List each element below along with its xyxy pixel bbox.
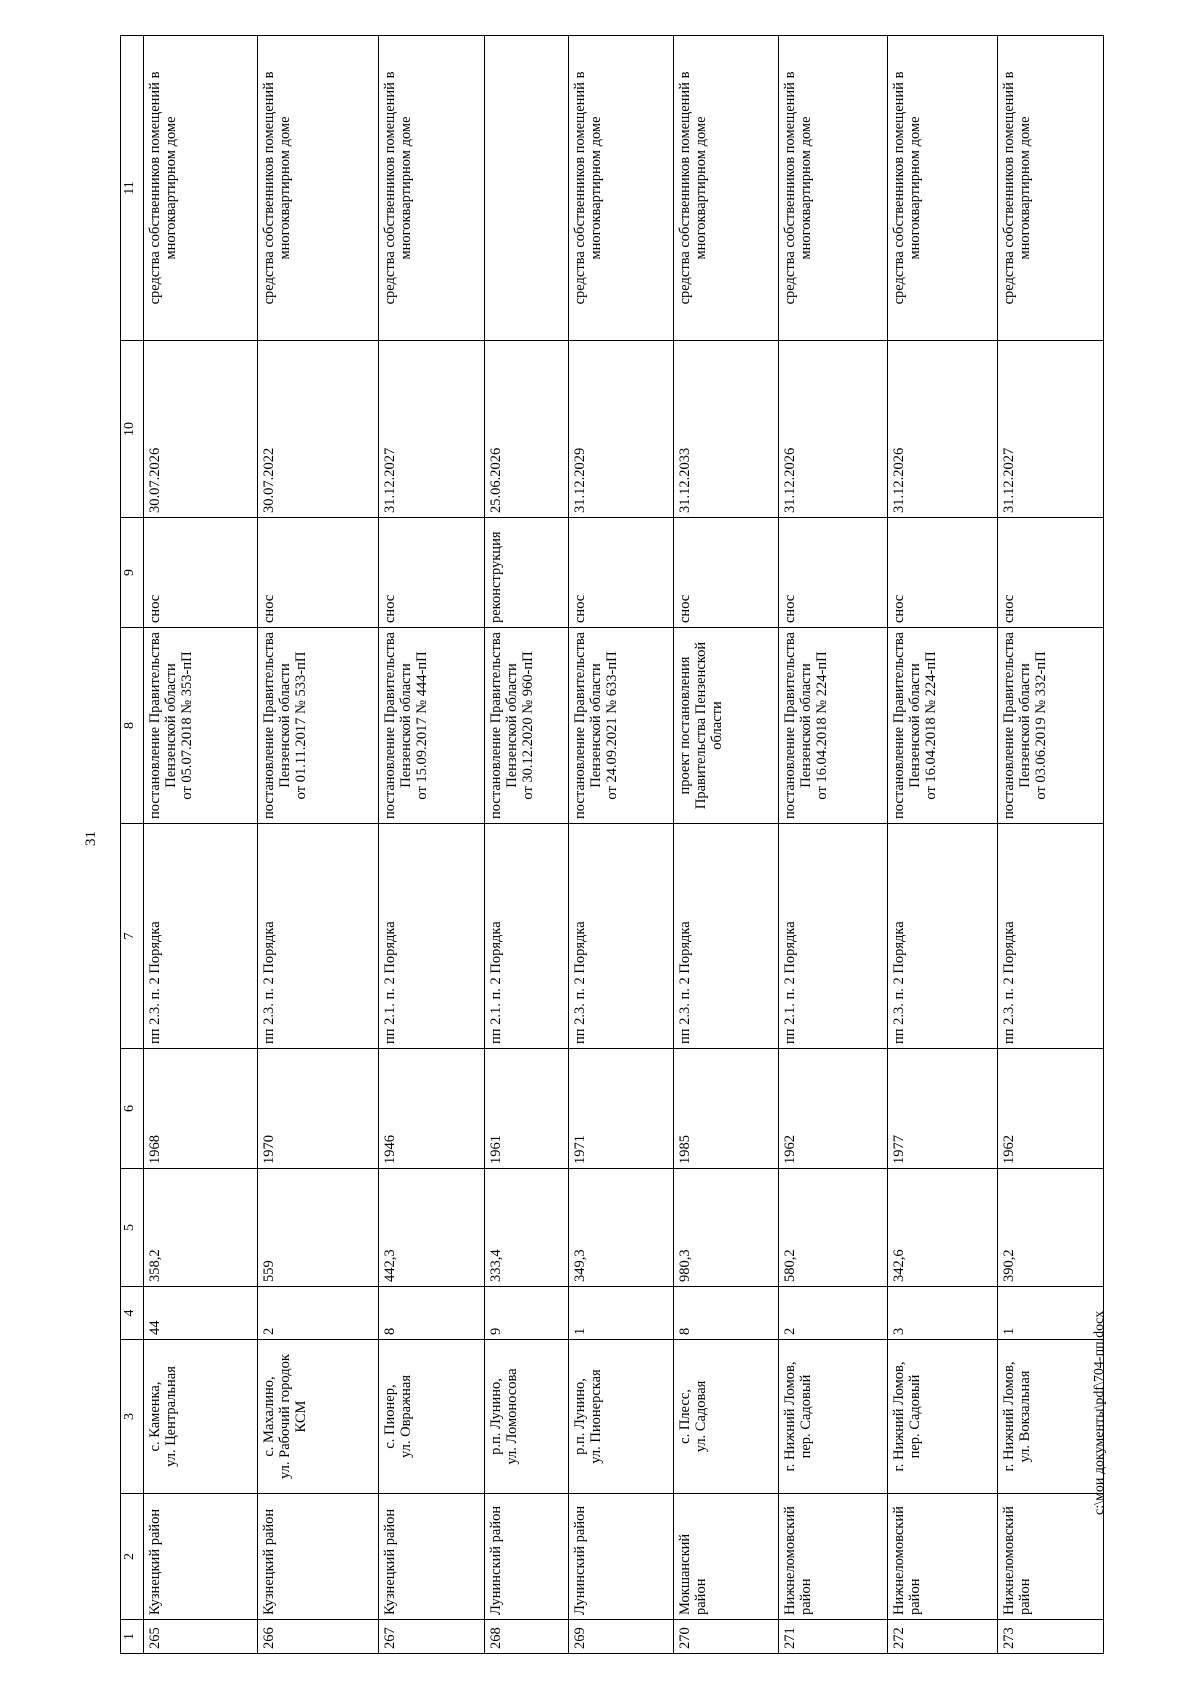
deadline-cell bbox=[257, 341, 378, 518]
address-cell-line: ул. Овражная bbox=[397, 1375, 414, 1458]
action-cell bbox=[997, 518, 1103, 628]
row-number bbox=[569, 1620, 674, 1654]
row-number-line: 265 bbox=[147, 1627, 164, 1649]
document-cell bbox=[484, 628, 568, 824]
row-number-line: 273 bbox=[1000, 1627, 1017, 1649]
action-cell-line: снос bbox=[1000, 594, 1017, 623]
row-number-line: 272 bbox=[890, 1627, 907, 1649]
row-number-line: 271 bbox=[782, 1627, 799, 1649]
basis-cell-line: пп 2.3. п. 2 Порядка bbox=[572, 921, 589, 1044]
district-cell-line: Нижнеломовский район bbox=[1000, 1506, 1033, 1615]
deadline-cell-line: 30.07.2026 bbox=[147, 447, 164, 513]
house-number-cell-line: 44 bbox=[147, 1320, 164, 1335]
action-cell bbox=[779, 518, 888, 628]
document-cell-line: постановление Правительства Пензенской области bbox=[487, 632, 520, 819]
funding-source-cell bbox=[779, 36, 888, 341]
basis-cell-line: пп 2.3. п. 2 Порядка bbox=[1000, 921, 1017, 1044]
funding-source-cell bbox=[674, 36, 779, 341]
row-number-line: 267 bbox=[381, 1627, 398, 1649]
basis-cell bbox=[484, 824, 568, 1049]
year-cell-line: 1985 bbox=[677, 1135, 694, 1164]
address-cell-line: ул. Пионерская bbox=[588, 1369, 605, 1464]
district-cell-line: Лунинский район bbox=[572, 1505, 589, 1615]
house-number-cell-line: 8 bbox=[381, 1327, 398, 1335]
action-cell-line: снос bbox=[381, 594, 398, 623]
action-cell bbox=[484, 518, 568, 628]
row-number-line: 266 bbox=[260, 1627, 277, 1649]
address-cell-line: ул. Рабочий городок КСМ bbox=[276, 1354, 309, 1479]
column-header-3: 3 bbox=[121, 1340, 144, 1494]
address-cell bbox=[484, 1340, 568, 1494]
basis-cell bbox=[378, 824, 484, 1049]
basis-cell bbox=[144, 824, 258, 1049]
district-cell bbox=[997, 1494, 1103, 1620]
document-cell-line: от 24.09.2021 № 633-пП bbox=[604, 651, 621, 800]
document-cell-line: проект постановления Правительства Пензенской области bbox=[677, 641, 726, 810]
house-number-cell-line: 3 bbox=[890, 1327, 907, 1335]
deadline-cell bbox=[674, 341, 779, 518]
funding-source-cell-line: средства собственников помещений в многоквартирном доме bbox=[147, 71, 180, 305]
basis-cell-line: пп 2.3. п. 2 Порядка bbox=[890, 921, 907, 1044]
district-cell bbox=[569, 1494, 674, 1620]
area-cell bbox=[674, 1169, 779, 1287]
table-row bbox=[997, 36, 1103, 1654]
funding-source-cell bbox=[378, 36, 484, 341]
year-cell-line: 1962 bbox=[1000, 1135, 1017, 1164]
document-cell-line: постановление Правительства Пензенской области bbox=[147, 632, 180, 819]
document-cell-line: от 16.04.2018 № 224-пП bbox=[922, 651, 939, 800]
year-cell bbox=[144, 1049, 258, 1169]
basis-cell bbox=[257, 824, 378, 1049]
row-number bbox=[484, 1620, 568, 1654]
action-cell-line: снос bbox=[260, 594, 277, 623]
year-cell-line: 1962 bbox=[782, 1135, 799, 1164]
column-header-1: 1 bbox=[121, 1620, 144, 1654]
basis-cell-line: пп 2.1. п. 2 Порядка bbox=[782, 921, 799, 1044]
area-cell-line: 442,3 bbox=[381, 1249, 398, 1282]
house-number-cell-line: 1 bbox=[1000, 1327, 1017, 1335]
deadline-cell-line: 31.12.2027 bbox=[1000, 447, 1017, 513]
year-cell bbox=[997, 1049, 1103, 1169]
area-cell bbox=[257, 1169, 378, 1287]
area-cell-line: 580,2 bbox=[782, 1249, 799, 1282]
area-cell bbox=[997, 1169, 1103, 1287]
area-cell bbox=[569, 1169, 674, 1287]
address-cell bbox=[569, 1340, 674, 1494]
funding-source-cell bbox=[997, 36, 1103, 341]
basis-cell bbox=[997, 824, 1103, 1049]
address-cell-line: ул. Садовая bbox=[693, 1380, 710, 1453]
table-body bbox=[121, 36, 1104, 1654]
row-number-line: 268 bbox=[487, 1627, 504, 1649]
address-cell bbox=[257, 1340, 378, 1494]
address-cell-line: пер. Садовый bbox=[798, 1374, 815, 1459]
year-cell-line: 1961 bbox=[487, 1135, 504, 1164]
year-cell-line: 1968 bbox=[147, 1135, 164, 1164]
house-number-cell bbox=[144, 1287, 258, 1340]
district-cell bbox=[484, 1494, 568, 1620]
address-cell-line: с. Махалино, bbox=[260, 1376, 277, 1457]
house-number-cell-line: 8 bbox=[677, 1327, 694, 1335]
deadline-cell-line: 31.12.2033 bbox=[677, 447, 694, 513]
action-cell-line: снос bbox=[572, 594, 589, 623]
address-cell-line: р.п. Лунино, bbox=[487, 1378, 504, 1455]
area-cell-line: 358,2 bbox=[147, 1249, 164, 1282]
document-cell-line: от 03.06.2019 № 332-пП bbox=[1032, 651, 1049, 800]
house-number-cell-line: 9 bbox=[487, 1327, 504, 1335]
deadline-cell-line: 30.07.2022 bbox=[260, 447, 277, 513]
basis-cell-line: пп 2.1. п. 2 Порядка bbox=[487, 921, 504, 1044]
year-cell bbox=[887, 1049, 997, 1169]
funding-source-cell bbox=[569, 36, 674, 341]
basis-cell bbox=[674, 824, 779, 1049]
year-cell-line: 1971 bbox=[572, 1135, 589, 1164]
funding-source-cell bbox=[484, 36, 568, 341]
address-cell-line: р.п. Лунино, bbox=[572, 1378, 589, 1455]
address-cell-line: с. Плесс, bbox=[677, 1389, 694, 1444]
row-number bbox=[887, 1620, 997, 1654]
funding-source-cell-line: средства собственников помещений в многоквартирном доме bbox=[260, 71, 293, 305]
district-cell bbox=[144, 1494, 258, 1620]
house-number-cell bbox=[569, 1287, 674, 1340]
document-cell-line: постановление Правительства Пензенской области bbox=[890, 632, 923, 819]
rotated-table-container bbox=[120, 36, 1104, 1654]
deadline-cell-line: 31.12.2029 bbox=[572, 447, 589, 513]
funding-source-cell-line: средства собственников помещений в многоквартирном доме bbox=[1000, 71, 1033, 305]
house-number-cell bbox=[674, 1287, 779, 1340]
table-row bbox=[674, 36, 779, 1654]
document-cell-line: постановление Правительства Пензенской области bbox=[381, 632, 414, 819]
district-cell bbox=[779, 1494, 888, 1620]
deadline-cell-line: 31.12.2026 bbox=[890, 447, 907, 513]
deadline-cell bbox=[887, 341, 997, 518]
document-cell-line: постановление Правительства Пензенской области bbox=[782, 632, 815, 819]
area-cell-line: 980,3 bbox=[677, 1249, 694, 1282]
basis-cell bbox=[569, 824, 674, 1049]
basis-cell-line: пп 2.3. п. 2 Порядка bbox=[147, 921, 164, 1044]
year-cell bbox=[674, 1049, 779, 1169]
document-cell bbox=[257, 628, 378, 824]
table-row bbox=[779, 36, 888, 1654]
basis-cell-line: пп 2.3. п. 2 Порядка bbox=[677, 921, 694, 1044]
table-row bbox=[569, 36, 674, 1654]
address-cell bbox=[887, 1340, 997, 1494]
area-cell bbox=[484, 1169, 568, 1287]
funding-source-cell-line: средства собственников помещений в многоквартирном доме bbox=[890, 71, 923, 305]
district-cell bbox=[378, 1494, 484, 1620]
row-number bbox=[779, 1620, 888, 1654]
register-table bbox=[120, 35, 1104, 1654]
deadline-cell-line: 25.06.2026 bbox=[487, 447, 504, 513]
address-cell-line: г. Нижний Ломов, bbox=[782, 1361, 799, 1472]
district-cell-line: Кузнецкий район bbox=[381, 1508, 398, 1615]
deadline-cell-line: 31.12.2026 bbox=[782, 447, 799, 513]
document-cell-line: от 16.04.2018 № 224-пП bbox=[814, 651, 831, 800]
house-number-cell bbox=[997, 1287, 1103, 1340]
area-cell-line: 349,3 bbox=[572, 1249, 589, 1282]
document-cell-line: от 15.09.2017 № 444-пП bbox=[413, 651, 430, 800]
document-cell bbox=[378, 628, 484, 824]
funding-source-cell-line: средства собственников помещений в многоквартирном доме bbox=[572, 71, 605, 305]
column-header-7: 7 bbox=[121, 824, 144, 1049]
basis-cell-line: пп 2.3. п. 2 Порядка bbox=[260, 921, 277, 1044]
document-cell-line: постановление Правительства Пензенской области bbox=[572, 632, 605, 819]
district-cell-line: Кузнецкий район bbox=[260, 1508, 277, 1615]
district-cell-line: Лунинский район bbox=[487, 1505, 504, 1615]
column-header-8: 8 bbox=[121, 628, 144, 824]
action-cell bbox=[378, 518, 484, 628]
document-cell bbox=[144, 628, 258, 824]
row-number bbox=[997, 1620, 1103, 1654]
deadline-cell bbox=[144, 341, 258, 518]
address-cell-line: с. Пионер, bbox=[381, 1384, 398, 1449]
address-cell bbox=[779, 1340, 888, 1494]
document-cell-line: постановление Правительства Пензенской области bbox=[260, 632, 293, 819]
address-cell-line: с. Каменка, bbox=[147, 1381, 164, 1452]
action-cell-line: снос bbox=[782, 594, 799, 623]
row-number bbox=[674, 1620, 779, 1654]
year-cell-line: 1977 bbox=[890, 1135, 907, 1164]
address-cell-line: ул. Ломоносова bbox=[503, 1368, 520, 1465]
district-cell-line: Нижнеломовский район bbox=[782, 1506, 815, 1615]
action-cell bbox=[144, 518, 258, 628]
house-number-cell bbox=[484, 1287, 568, 1340]
deadline-cell-line: 31.12.2027 bbox=[381, 447, 398, 513]
column-header-10: 10 bbox=[121, 341, 144, 518]
house-number-cell-line: 2 bbox=[260, 1327, 277, 1335]
house-number-cell bbox=[779, 1287, 888, 1340]
district-cell-line: Кузнецкий район bbox=[147, 1508, 164, 1615]
area-cell bbox=[378, 1169, 484, 1287]
address-cell-line: г. Нижний Ломов, bbox=[1000, 1361, 1017, 1472]
house-number-cell-line: 1 bbox=[572, 1327, 589, 1335]
document-cell-line: от 01.11.2017 № 533-пП bbox=[292, 651, 309, 800]
funding-source-cell bbox=[257, 36, 378, 341]
funding-source-cell-line: средства собственников помещений в многоквартирном доме bbox=[782, 71, 815, 305]
deadline-cell bbox=[997, 341, 1103, 518]
footer-file-path: c:\мои документы\pdf\704-пп.docx bbox=[1092, 1310, 1107, 1515]
address-cell bbox=[674, 1340, 779, 1494]
address-cell-line: ул. Центральная bbox=[163, 1366, 180, 1467]
funding-source-cell bbox=[144, 36, 258, 341]
funding-source-cell bbox=[887, 36, 997, 341]
year-cell-line: 1946 bbox=[381, 1135, 398, 1164]
address-cell bbox=[378, 1340, 484, 1494]
house-number-cell bbox=[378, 1287, 484, 1340]
year-cell bbox=[257, 1049, 378, 1169]
deadline-cell bbox=[569, 341, 674, 518]
area-cell-line: 342,6 bbox=[890, 1249, 907, 1282]
column-header-11: 11 bbox=[121, 36, 144, 341]
funding-source-cell-line: средства собственников помещений в многоквартирном доме bbox=[381, 71, 414, 305]
area-cell-line: 559 bbox=[260, 1260, 277, 1282]
address-cell bbox=[144, 1340, 258, 1494]
district-cell-line: Мокшанский район bbox=[677, 1533, 710, 1615]
row-number-line: 269 bbox=[572, 1627, 589, 1649]
address-cell-line: пер. Садовый bbox=[906, 1374, 923, 1459]
year-cell bbox=[569, 1049, 674, 1169]
area-cell-line: 390,2 bbox=[1000, 1249, 1017, 1282]
column-header-6: 6 bbox=[121, 1049, 144, 1169]
action-cell bbox=[569, 518, 674, 628]
row-number bbox=[257, 1620, 378, 1654]
address-cell-line: г. Нижний Ломов, bbox=[890, 1361, 907, 1472]
column-header-9: 9 bbox=[121, 518, 144, 628]
basis-cell bbox=[887, 824, 997, 1049]
table-row bbox=[257, 36, 378, 1654]
action-cell bbox=[887, 518, 997, 628]
year-cell bbox=[484, 1049, 568, 1169]
row-number-line: 270 bbox=[677, 1627, 694, 1649]
year-cell-line: 1970 bbox=[260, 1135, 277, 1164]
funding-source-cell-line: средства собственников помещений в многоквартирном доме bbox=[677, 71, 710, 305]
page-number: 31 bbox=[83, 831, 99, 846]
action-cell-line: снос bbox=[677, 594, 694, 623]
document-cell-line: от 30.12.2020 № 960-пП bbox=[519, 651, 536, 800]
district-cell bbox=[257, 1494, 378, 1620]
row-number bbox=[144, 1620, 258, 1654]
area-cell-line: 333,4 bbox=[487, 1249, 504, 1282]
table-row bbox=[144, 36, 258, 1654]
basis-cell-line: пп 2.1. п. 2 Порядка bbox=[381, 921, 398, 1044]
table-row bbox=[484, 36, 568, 1654]
district-cell-line: Нижнеломовский район bbox=[890, 1506, 923, 1615]
area-cell bbox=[779, 1169, 888, 1287]
basis-cell bbox=[779, 824, 888, 1049]
action-cell-line: снос bbox=[147, 594, 164, 623]
action-cell bbox=[674, 518, 779, 628]
district-cell bbox=[674, 1494, 779, 1620]
column-header-2: 2 bbox=[121, 1494, 144, 1620]
year-cell bbox=[779, 1049, 888, 1169]
year-cell bbox=[378, 1049, 484, 1169]
row-number bbox=[378, 1620, 484, 1654]
area-cell bbox=[144, 1169, 258, 1287]
document-cell bbox=[887, 628, 997, 824]
table-row bbox=[378, 36, 484, 1654]
action-cell-line: реконструкция bbox=[487, 531, 504, 623]
document-cell bbox=[997, 628, 1103, 824]
district-cell bbox=[887, 1494, 997, 1620]
area-cell bbox=[887, 1169, 997, 1287]
deadline-cell bbox=[779, 341, 888, 518]
house-number-cell bbox=[887, 1287, 997, 1340]
document-cell bbox=[569, 628, 674, 824]
document-cell bbox=[779, 628, 888, 824]
action-cell-line: снос bbox=[890, 594, 907, 623]
address-cell bbox=[997, 1340, 1103, 1494]
address-cell-line: ул. Вокзальная bbox=[1016, 1370, 1033, 1463]
document-cell-line: от 05.07.2018 № 353-пП bbox=[179, 651, 196, 800]
house-number-cell-line: 2 bbox=[782, 1327, 799, 1335]
house-number-cell bbox=[257, 1287, 378, 1340]
column-header-4: 4 bbox=[121, 1287, 144, 1340]
deadline-cell bbox=[484, 341, 568, 518]
table-row bbox=[887, 36, 997, 1654]
deadline-cell bbox=[378, 341, 484, 518]
header-row bbox=[121, 36, 144, 1654]
document-cell bbox=[674, 628, 779, 824]
document-cell-line: постановление Правительства Пензенской области bbox=[1000, 632, 1033, 819]
action-cell bbox=[257, 518, 378, 628]
column-header-5: 5 bbox=[121, 1169, 144, 1287]
